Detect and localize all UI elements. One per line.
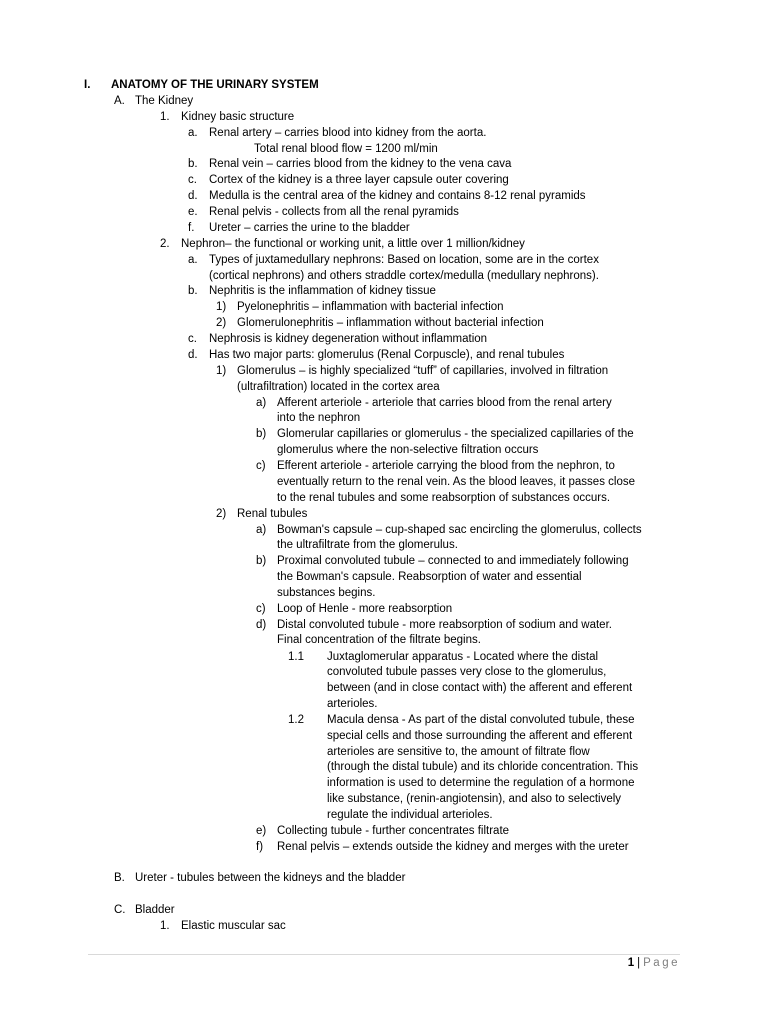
outline-line — [0, 475, 768, 490]
list-marker: c. — [188, 174, 197, 186]
line-text: Glomerular capillaries or glomerulus - the specialized capillaries of the — [277, 428, 634, 440]
line-text: Nephron– the functional or working unit, a little over 1 million/kidney — [181, 238, 525, 250]
list-marker: B. — [114, 872, 125, 884]
line-text: into the nephron — [277, 412, 361, 424]
line-text: Elastic muscular sac — [181, 920, 286, 932]
outline-line — [0, 745, 768, 760]
list-marker: b) — [256, 428, 267, 440]
line-text: Kidney basic structure — [181, 111, 295, 123]
page-label: Page — [643, 957, 680, 969]
line-text: Proximal convoluted tubule – connected to and immediately following — [277, 555, 629, 567]
line-text: eventually return to the renal vein. As the blood leaves, it passes close — [277, 476, 635, 488]
list-marker: e) — [256, 825, 267, 837]
line-text: Cortex of the kidney is a three layer capsule outer covering — [209, 174, 509, 186]
outline-line — [0, 94, 768, 109]
outline-line — [0, 903, 768, 918]
outline-line — [0, 253, 768, 268]
outline-line — [0, 332, 768, 347]
line-text: Total renal blood flow = 1200 ml/min — [254, 143, 438, 155]
outline-line — [0, 126, 768, 141]
outline-line — [0, 110, 768, 125]
line-text: Glomerulus – is highly specialized “tuff” of capillaries, involved in filtration — [237, 365, 609, 377]
list-marker: 2) — [216, 508, 227, 520]
list-marker: 1) — [216, 301, 227, 313]
outline-line — [0, 776, 768, 791]
outline-line — [0, 760, 768, 775]
outline-line — [0, 189, 768, 204]
line-text: Bladder — [135, 904, 175, 916]
outline-line — [0, 650, 768, 665]
list-marker: b. — [188, 158, 198, 170]
line-text: Medulla is the central area of the kidney and contains 8-12 renal pyramids — [209, 190, 586, 202]
outline-line — [0, 205, 768, 220]
page-footer — [0, 955, 680, 971]
line-text: Loop of Henle - more reabsorption — [277, 603, 453, 615]
list-marker: c. — [188, 333, 197, 345]
line-text: Distal convoluted tubule - more reabsorption of sodium and water. — [277, 619, 612, 631]
outline-line — [0, 871, 768, 886]
outline-line — [0, 269, 768, 284]
line-text: regulate the individual arterioles. — [327, 809, 493, 821]
line-text: Efferent arteriole - arteriole carrying the blood from the nephron, to — [277, 460, 615, 472]
list-marker: b. — [188, 285, 198, 297]
line-text: substances begins. — [277, 587, 376, 599]
outline-line — [0, 427, 768, 442]
outline-line — [0, 729, 768, 744]
line-text: Types of juxtamedullary nephrons: Based on location, some are in the cortex — [209, 254, 599, 266]
outline-line — [0, 443, 768, 458]
outline-line — [0, 602, 768, 617]
line-text: Final concentration of the filtrate begins. — [277, 634, 481, 646]
outline-line — [0, 824, 768, 839]
outline-line — [0, 697, 768, 712]
outline-line — [0, 713, 768, 728]
line-text: Juxtaglomerular apparatus - Located where the distal — [327, 651, 599, 663]
list-marker: I. — [84, 79, 91, 91]
outline-line — [0, 570, 768, 585]
line-text: Has two major parts: glomerulus (Renal Corpuscle), and renal tubules — [209, 349, 565, 361]
list-marker: A. — [114, 95, 125, 107]
outline-line — [0, 618, 768, 633]
outline-line — [0, 507, 768, 522]
outline-line — [0, 411, 768, 426]
list-marker: c) — [256, 603, 266, 615]
outline-line — [0, 554, 768, 569]
list-marker: c) — [256, 460, 266, 472]
line-text: (through the distal tubule) and its chloride concentration. This — [327, 761, 639, 773]
outline-line — [0, 316, 768, 331]
line-text: arterioles are sensitive to, the amount of filtrate flow — [327, 746, 590, 758]
line-text: arterioles. — [327, 698, 378, 710]
line-text: convoluted tubule passes very close to the glomerulus, — [327, 666, 607, 678]
outline-line — [0, 681, 768, 696]
line-text: Renal artery – carries blood into kidney from the aorta. — [209, 127, 487, 139]
outline-line — [0, 633, 768, 648]
outline-line — [0, 364, 768, 379]
list-marker: a) — [256, 524, 267, 536]
list-marker: 1) — [216, 365, 227, 377]
outline-line — [0, 538, 768, 553]
line-text: Renal pelvis – extends outside the kidney and merges with the ureter — [277, 841, 629, 853]
line-text: Bowman's capsule – cup-shaped sac encircling the glomerulus, collects — [277, 524, 642, 536]
outline-line — [0, 459, 768, 474]
line-text: Glomerulonephritis – inflammation without bacterial infection — [237, 317, 544, 329]
outline-line — [0, 665, 768, 680]
outline-line — [0, 840, 768, 855]
line-text: the ultrafiltrate from the glomerulus. — [277, 539, 458, 551]
list-marker: d) — [256, 619, 267, 631]
outline-line — [0, 380, 768, 395]
line-text: information is used to determine the regulation of a hormone — [327, 777, 635, 789]
list-marker: f. — [188, 222, 195, 234]
outline-line — [0, 157, 768, 172]
list-marker: 2) — [216, 317, 227, 329]
outline-line — [0, 491, 768, 506]
line-text: glomerulus where the non-selective filtration occurs — [277, 444, 539, 456]
list-marker: a. — [188, 127, 198, 139]
outline-line — [0, 284, 768, 299]
line-text: Renal tubules — [237, 508, 308, 520]
outline-line — [0, 919, 768, 934]
line-text: to the renal tubules and some reabsorption of substances occurs. — [277, 492, 611, 504]
line-text: Renal vein – carries blood from the kidney to the vena cava — [209, 158, 512, 170]
outline-line — [0, 396, 768, 411]
list-marker: 1. — [160, 920, 170, 932]
outline-line — [0, 300, 768, 315]
line-text: The Kidney — [135, 95, 194, 107]
line-text: special cells and those surrounding the afferent and efferent — [327, 730, 633, 742]
outline-line — [0, 173, 768, 188]
outline-line — [0, 808, 768, 823]
list-marker: C. — [114, 904, 126, 916]
line-text: Ureter – carries the urine to the bladder — [209, 222, 410, 234]
outline-line — [0, 142, 768, 157]
line-text: (cortical nephrons) and others straddle cortex/medulla (medullary nephrons). — [209, 270, 599, 282]
outline-line — [0, 586, 768, 601]
line-text: Renal pelvis - collects from all the renal pyramids — [209, 206, 459, 218]
outline-line — [0, 221, 768, 236]
line-text: between (and in close contact with) the afferent and efferent — [327, 682, 633, 694]
outline-line — [0, 237, 768, 252]
outline-line — [0, 792, 768, 807]
list-marker: b) — [256, 555, 267, 567]
outline-line — [0, 348, 768, 363]
list-marker: 1.1 — [288, 651, 304, 663]
line-text: Nephrosis is kidney degeneration without inflammation — [209, 333, 488, 345]
list-marker: d. — [188, 349, 198, 361]
footer-separator: | — [637, 957, 641, 969]
list-marker: 2. — [160, 238, 170, 250]
line-text: Pyelonephritis – inflammation with bacterial infection — [237, 301, 504, 313]
line-text: like substance, (renin-angiotensin), and also to selectively — [327, 793, 622, 805]
outline-line — [0, 78, 768, 93]
list-marker: f) — [256, 841, 264, 853]
line-text: ANATOMY OF THE URINARY SYSTEM — [111, 79, 319, 91]
line-text: Afferent arteriole - arteriole that carries blood from the renal artery — [277, 397, 612, 409]
list-marker: a) — [256, 397, 267, 409]
list-marker: a. — [188, 254, 198, 266]
line-text: Ureter - tubules between the kidneys and the bladder — [135, 872, 406, 884]
line-text: the Bowman's capsule. Reabsorption of water and essential — [277, 571, 582, 583]
line-text: Macula densa - As part of the distal convoluted tubule, these — [327, 714, 635, 726]
list-marker: 1. — [160, 111, 170, 123]
list-marker: d. — [188, 190, 198, 202]
list-marker: 1.2 — [288, 714, 304, 726]
line-text: Collecting tubule - further concentrates filtrate — [277, 825, 510, 837]
list-marker: e. — [188, 206, 198, 218]
line-text: Nephritis is the inflammation of kidney tissue — [209, 285, 436, 297]
outline-line — [0, 523, 768, 538]
page-number: 1 — [627, 957, 635, 969]
line-text: (ultrafiltration) located in the cortex area — [237, 381, 440, 393]
